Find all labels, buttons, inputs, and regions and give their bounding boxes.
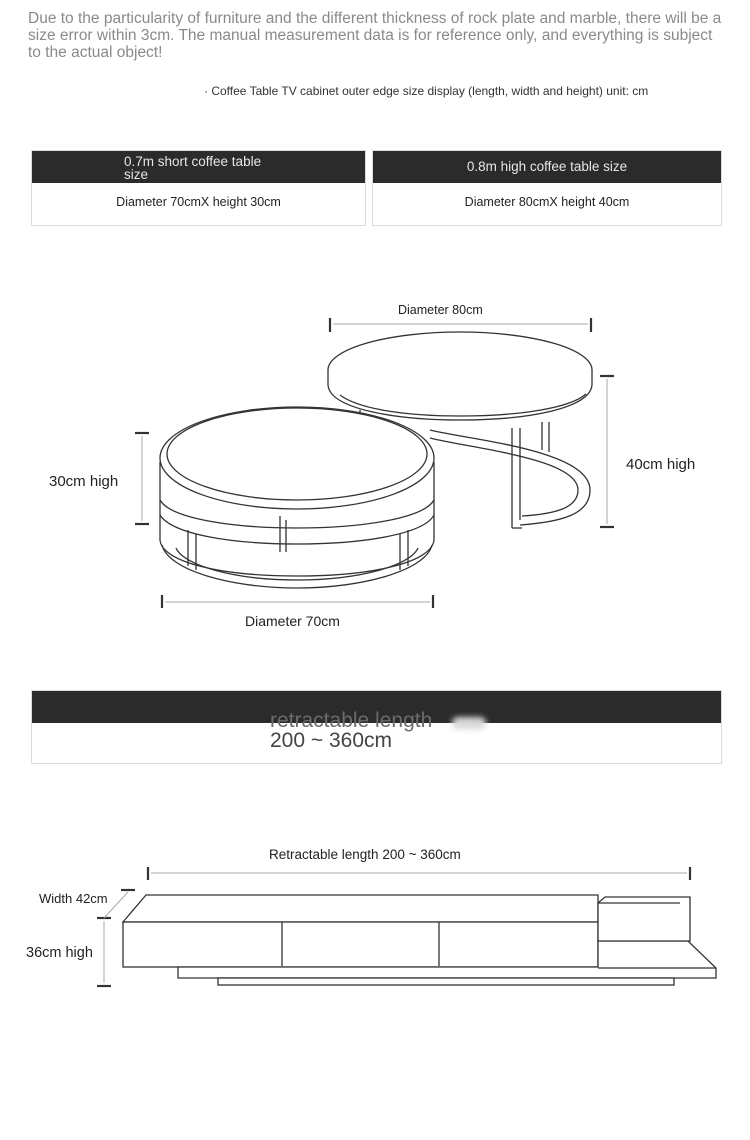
tv-spec-value	[270, 711, 432, 751]
disclaimer-text: Due to the particularity of furniture and the different thickness of rock plate and marble, there will be a size error within 3cm. The manual measurement data is for reference only, and everything is subject to the actual object!	[28, 10, 722, 61]
tv-spec-line2: 200 ~ 360cm	[270, 729, 393, 752]
spec-card-value: Diameter 70cmX height 30cm	[116, 195, 281, 209]
small-height-label: 30cm high	[49, 473, 119, 490]
spec-card-title: 0.7m short coffee table size	[124, 154, 262, 182]
large-height-label: 40cm high	[626, 456, 696, 473]
large-diameter-label: Diameter 80cm	[398, 303, 483, 317]
spec-card-title: 0.8m high coffee table size	[373, 151, 721, 183]
smudge-mark	[452, 717, 486, 729]
tv-cabinet-drawing	[123, 895, 716, 985]
coffee-table-drawing	[160, 332, 592, 588]
tv-width-label: Width 42cm	[39, 891, 108, 906]
small-diameter-label: Diameter 70cm	[245, 613, 340, 629]
tv-spec-line1: retractable length	[270, 709, 433, 732]
unit-note: · Coffee Table TV cabinet outer edge size display (length, width and height) unit: cm	[204, 84, 649, 98]
spec-card-value: Diameter 80cmX height 40cm	[464, 195, 630, 209]
tv-cabinet-spec-card	[31, 690, 722, 764]
tv-height-label: 36cm high	[26, 945, 93, 961]
tv-length-label: Retractable length 200 ~ 360cm	[269, 847, 461, 862]
